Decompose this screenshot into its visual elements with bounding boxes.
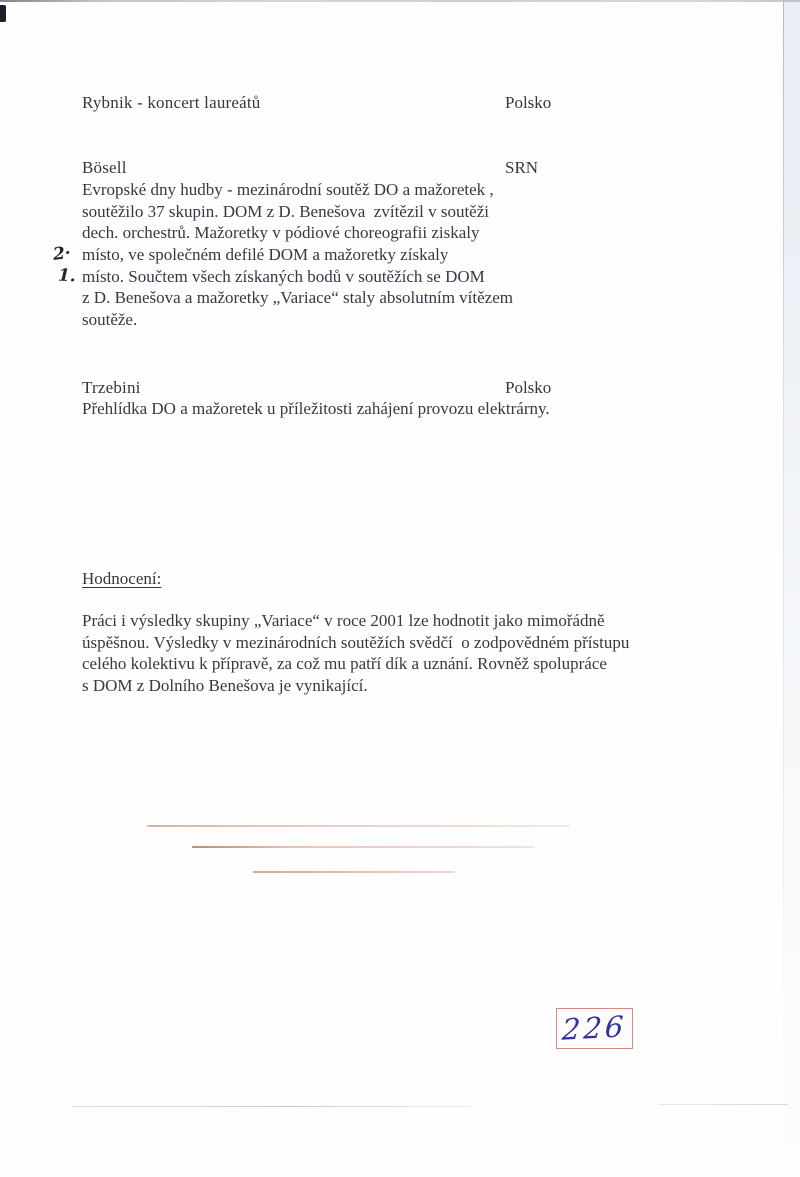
text-line: Práci i výsledky skupiny „Variace“ v roce 2001 lze hodnotit jako mimořádně [82, 611, 605, 630]
entry-bosell-place: Bösell [82, 158, 127, 177]
entry-bosell-country: SRN [505, 158, 539, 177]
entry-rybnik-country: Polsko [505, 93, 552, 112]
text-line: Přehlídka DO a mažoretek u příležitosti zahájení provozu elektrárny. [82, 399, 550, 418]
scan-top-edge-artifact [0, 0, 800, 2]
page-number-handwritten: 226 [561, 1009, 628, 1047]
text-line: soutěžilo 37 skupin. DOM z D. Benešova zvítězil v soutěži [82, 201, 489, 221]
text-line: Evropské dny hudby - mezinárodní soutěž DO a mažoretek , [82, 180, 494, 199]
entry-trzebini-country: Polsko [505, 378, 552, 397]
entry-bosell-description [82, 180, 513, 332]
evaluation-paragraph [82, 611, 629, 698]
text-line: celého kolektivu k přípravě, za což mu patří dík a uznání. Rovněž spolupráce [82, 654, 607, 674]
pencil-line-1 [147, 825, 570, 827]
text-line: místo, ve společném defilé DOM a mažoretky získaly [82, 245, 449, 265]
entry-trzebini-description [82, 399, 550, 421]
handwritten-rank-2: 2· [52, 243, 72, 265]
pencil-line-3 [253, 871, 455, 873]
scan-fold-line-left [71, 1106, 471, 1107]
text-line: soutěže. [82, 310, 138, 330]
text-line: z D. Benešova a mažoretky „Variace“ staly absolutním vítězem [82, 288, 513, 308]
scan-fold-line-right [658, 1104, 788, 1105]
text-line: úspěšnou. Výsledky v mezinárodních soutěžích svědčí o zodpovědném přístupu [82, 632, 630, 652]
scan-page-edge-line [783, 0, 784, 1060]
handwritten-rank-1: 1. [57, 265, 77, 287]
entry-trzebini-place: Trzebini [82, 378, 141, 397]
text-line: místo. Součtem všech získaných bodů v soutěžích se DOM [82, 266, 485, 286]
scan-page-edge-shadow [784, 0, 800, 1177]
text-line: s DOM z Dolního Benešova je vynikající. [82, 676, 368, 696]
scan-corner-mark [0, 5, 6, 22]
page-number-stamp-box [556, 1008, 633, 1049]
evaluation-heading: Hodnocení: [82, 569, 162, 588]
text-line: dech. orchestrů. Mažoretky v pódiové choreografii ziskaly [82, 223, 480, 243]
entry-rybnik-place: Rybnik - koncert laureátů [82, 93, 261, 112]
pencil-line-2 [192, 846, 535, 848]
